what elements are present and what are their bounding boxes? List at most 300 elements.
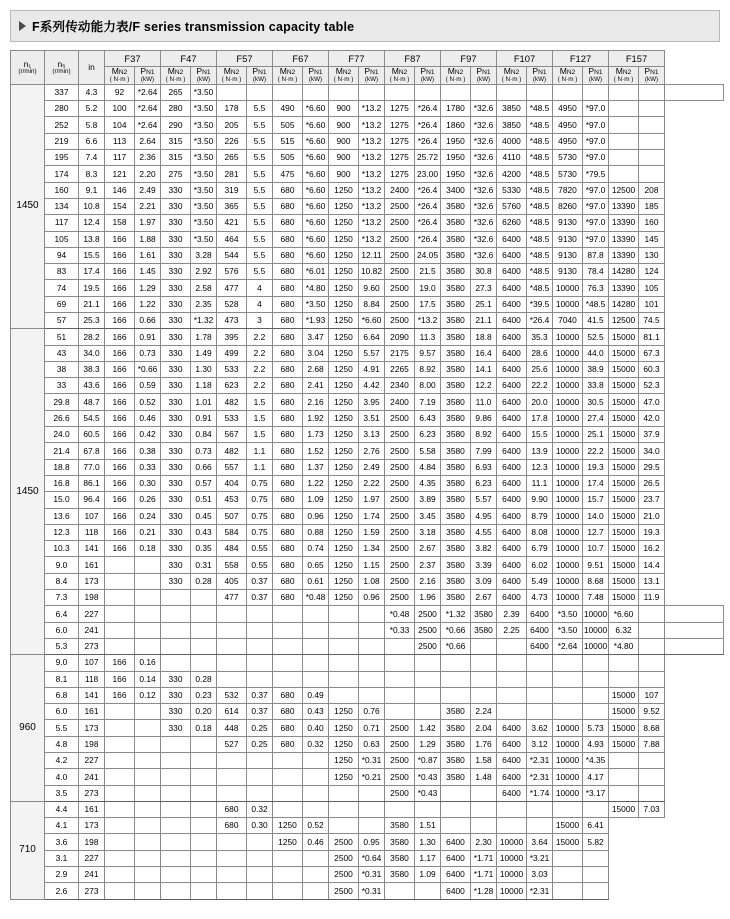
capacity-cell: 1250	[329, 459, 359, 475]
capacity-cell	[105, 818, 135, 834]
capacity-cell: 13390	[609, 280, 639, 296]
capacity-cell: 25.6	[527, 361, 553, 377]
capacity-cell: 2500	[385, 573, 415, 589]
capacity-cell: 1250	[329, 410, 359, 426]
capacity-cell	[135, 736, 161, 752]
capacity-cell: 1250	[329, 492, 359, 508]
capacity-cell	[191, 753, 217, 769]
capacity-cell: *0.43	[415, 785, 441, 801]
capacity-cell	[497, 671, 527, 687]
capacity-cell: 0.73	[191, 443, 217, 459]
capacity-cell: 464	[217, 231, 247, 247]
capacity-cell: 1.34	[359, 541, 385, 557]
capacity-cell: 24.05	[415, 247, 441, 263]
output-speed-cell: 4.1	[45, 818, 79, 834]
capacity-cell: 315	[161, 133, 191, 149]
capacity-cell	[135, 883, 161, 899]
capacity-cell: 10000	[553, 410, 583, 426]
capacity-cell: 15000	[609, 492, 639, 508]
capacity-cell: 10000	[553, 361, 583, 377]
capacity-cell	[329, 687, 359, 703]
output-speed-cell: 2.6	[45, 883, 79, 899]
capacity-cell: 10000	[553, 590, 583, 606]
ratio-cell: 25.3	[79, 312, 105, 328]
capacity-cell	[191, 785, 217, 801]
capacity-cell	[303, 671, 329, 687]
capacity-cell: 2500	[329, 850, 359, 866]
capacity-cell: 365	[217, 198, 247, 214]
table-row	[11, 508, 724, 524]
capacity-cell: 17.4	[583, 475, 609, 491]
ratio-cell: 5.8	[79, 117, 105, 133]
capacity-cell: 0.84	[191, 427, 217, 443]
capacity-cell: *48.5	[527, 166, 553, 182]
capacity-cell	[247, 785, 273, 801]
capacity-cell	[527, 84, 553, 100]
capacity-cell: *13.2	[359, 231, 385, 247]
capacity-cell: 330	[161, 410, 191, 426]
ratio-cell: 12.4	[79, 215, 105, 231]
capacity-cell: 1250	[329, 247, 359, 263]
table-row	[11, 459, 724, 475]
capacity-cell	[471, 687, 497, 703]
capacity-cell: 3.39	[471, 557, 497, 573]
capacity-cell: 6400	[497, 296, 527, 312]
capacity-cell: 33.8	[583, 378, 609, 394]
capacity-cell: 15000	[609, 541, 639, 557]
capacity-cell: 1.01	[191, 394, 217, 410]
capacity-cell: 15000	[609, 427, 639, 443]
capacity-cell: *3.50	[191, 84, 217, 100]
capacity-cell: 1.76	[471, 736, 497, 752]
table-row	[11, 394, 724, 410]
capacity-cell: 4.95	[471, 508, 497, 524]
capacity-cell: 0.37	[247, 687, 273, 703]
header-power-f97: PN1 (kW)	[471, 67, 497, 85]
capacity-cell: 1250	[329, 736, 359, 752]
capacity-cell	[385, 801, 415, 817]
capacity-cell: 330	[161, 198, 191, 214]
capacity-cell: 2.68	[303, 361, 329, 377]
table-row	[11, 769, 724, 785]
capacity-cell: 8.00	[415, 378, 441, 394]
capacity-cell: 10000	[553, 394, 583, 410]
capacity-cell: 2.39	[497, 606, 527, 622]
header-group-f57: F57	[217, 51, 273, 67]
capacity-cell: 14.4	[639, 557, 665, 573]
capacity-cell: 680	[273, 541, 303, 557]
table-row	[11, 492, 724, 508]
capacity-cell: 12.2	[471, 378, 497, 394]
table-row	[11, 541, 724, 557]
capacity-cell	[247, 655, 273, 671]
capacity-cell: 22.2	[527, 378, 553, 394]
capacity-cell	[527, 687, 553, 703]
capacity-cell: 19.3	[583, 459, 609, 475]
ratio-cell: 48.7	[79, 394, 105, 410]
output-speed-cell: 280	[45, 101, 79, 117]
capacity-cell: 680	[273, 687, 303, 703]
capacity-cell: 5.82	[583, 834, 609, 850]
capacity-cell: *6.60	[303, 133, 329, 149]
capacity-cell: 6400	[441, 867, 471, 883]
header-group-f127: F127	[553, 51, 609, 67]
header-torque-f127: MN2 ( N·m )	[553, 67, 583, 85]
table-row	[11, 443, 724, 459]
capacity-cell	[639, 622, 665, 638]
capacity-cell: 2.35	[191, 296, 217, 312]
capacity-cell: 23.00	[415, 166, 441, 182]
capacity-cell	[303, 638, 329, 654]
capacity-cell: 76.3	[583, 280, 609, 296]
ratio-cell: 6.6	[79, 133, 105, 149]
capacity-cell: 2.20	[135, 166, 161, 182]
capacity-cell	[135, 622, 161, 638]
capacity-cell: 1250	[329, 296, 359, 312]
capacity-cell: 10000	[497, 834, 527, 850]
table-row	[11, 133, 724, 149]
output-speed-cell: 4.4	[45, 801, 79, 817]
capacity-cell	[191, 655, 217, 671]
capacity-cell: 185	[639, 198, 665, 214]
capacity-cell: 2500	[385, 427, 415, 443]
capacity-cell: 5.5	[247, 215, 273, 231]
header-group-f157: F157	[609, 51, 665, 67]
capacity-cell: 1.09	[415, 867, 441, 883]
capacity-cell: 900	[329, 166, 359, 182]
capacity-cell: 680	[273, 410, 303, 426]
capacity-cell	[359, 687, 385, 703]
capacity-cell: 0.26	[135, 492, 161, 508]
capacity-cell	[609, 101, 639, 117]
capacity-cell: 9.90	[527, 492, 553, 508]
capacity-cell: 2.16	[415, 573, 441, 589]
capacity-cell: 7.19	[415, 394, 441, 410]
capacity-cell: 680	[273, 475, 303, 491]
table-header-sub-row	[11, 67, 724, 85]
capacity-cell: 1.5	[247, 394, 273, 410]
capacity-cell	[639, 84, 665, 100]
output-speed-cell: 51	[45, 329, 79, 345]
capacity-cell: 330	[161, 508, 191, 524]
capacity-cell	[217, 655, 247, 671]
capacity-cell	[273, 606, 303, 622]
capacity-cell	[135, 753, 161, 769]
capacity-cell	[553, 867, 583, 883]
capacity-cell: 158	[105, 215, 135, 231]
capacity-cell: 680	[273, 312, 303, 328]
capacity-cell: 1.42	[415, 720, 441, 736]
capacity-cell	[217, 883, 247, 899]
capacity-cell: 2500	[385, 492, 415, 508]
capacity-cell: 6.23	[471, 475, 497, 491]
capacity-cell	[303, 769, 329, 785]
capacity-cell: 280	[161, 101, 191, 117]
output-speed-cell: 13.6	[45, 508, 79, 524]
capacity-cell: 42.0	[639, 410, 665, 426]
capacity-cell: 7.99	[471, 443, 497, 459]
capacity-cell	[191, 606, 217, 622]
capacity-cell: *13.2	[359, 198, 385, 214]
header-torque-f37: MN2 ( N·m )	[105, 67, 135, 85]
capacity-cell: 3.89	[415, 492, 441, 508]
capacity-cell	[161, 769, 191, 785]
capacity-cell	[247, 850, 273, 866]
capacity-cell	[273, 801, 303, 817]
capacity-cell: 680	[273, 394, 303, 410]
header-ns: n₅ (r/min)	[45, 51, 79, 85]
output-speed-cell: 74	[45, 280, 79, 296]
capacity-cell: *3.50	[191, 198, 217, 214]
capacity-cell	[415, 687, 441, 703]
capacity-cell: *3.50	[191, 215, 217, 231]
table-row	[11, 573, 724, 589]
capacity-cell	[303, 850, 329, 866]
capacity-cell: 1.78	[191, 329, 217, 345]
capacity-cell: 6400	[497, 427, 527, 443]
capacity-cell: 19.0	[415, 280, 441, 296]
capacity-cell: 4.55	[471, 524, 497, 540]
capacity-cell: 0.45	[191, 508, 217, 524]
capacity-cell	[105, 704, 135, 720]
table-row	[11, 312, 724, 328]
capacity-cell	[609, 150, 639, 166]
capacity-cell	[441, 687, 471, 703]
header-torque-f77: MN2 ( N·m )	[329, 67, 359, 85]
table-row	[11, 850, 724, 866]
capacity-cell: 2500	[329, 883, 359, 899]
capacity-cell: 1.45	[135, 264, 161, 280]
capacity-cell: 2500	[385, 443, 415, 459]
capacity-cell: 124	[639, 264, 665, 280]
capacity-cell: 623	[217, 378, 247, 394]
capacity-cell: 3580	[441, 557, 471, 573]
capacity-cell	[247, 769, 273, 785]
capacity-cell: 2500	[385, 720, 415, 736]
capacity-cell: 13390	[609, 231, 639, 247]
capacity-cell: 11.1	[527, 475, 553, 491]
ratio-cell: 107	[79, 508, 105, 524]
capacity-cell: 1250	[329, 557, 359, 573]
capacity-cell: *3.50	[191, 182, 217, 198]
capacity-cell: 3580	[441, 753, 471, 769]
capacity-cell: 166	[105, 427, 135, 443]
capacity-cell	[217, 638, 247, 654]
capacity-cell: 330	[161, 427, 191, 443]
capacity-cell: 3.03	[527, 867, 553, 883]
capacity-cell: 29.5	[639, 459, 665, 475]
capacity-cell: 3580	[441, 215, 471, 231]
capacity-cell: 448	[217, 720, 247, 736]
capacity-cell: 10000	[553, 378, 583, 394]
header-power-f87: PN1 (kW)	[415, 67, 441, 85]
capacity-cell: 2500	[385, 410, 415, 426]
capacity-cell: 5.5	[247, 231, 273, 247]
capacity-cell: *26.4	[415, 133, 441, 149]
capacity-cell: 3580	[441, 410, 471, 426]
capacity-cell: *97.0	[583, 150, 609, 166]
capacity-cell	[329, 785, 359, 801]
capacity-cell	[105, 883, 135, 899]
capacity-cell: 1.1	[247, 459, 273, 475]
capacity-cell: 6400	[497, 720, 527, 736]
capacity-cell: 34.0	[639, 443, 665, 459]
table-row	[11, 150, 724, 166]
output-speed-cell: 160	[45, 182, 79, 198]
capacity-cell: *2.64	[135, 101, 161, 117]
capacity-cell: 1950	[441, 133, 471, 149]
capacity-cell: 14.0	[583, 508, 609, 524]
capacity-cell: 275	[161, 166, 191, 182]
capacity-cell: *32.6	[471, 150, 497, 166]
ratio-cell: 241	[79, 622, 105, 638]
capacity-cell: 145	[639, 231, 665, 247]
output-speed-cell: 83	[45, 264, 79, 280]
capacity-cell: *0.43	[415, 769, 441, 785]
capacity-cell: 15000	[609, 801, 639, 817]
capacity-cell	[415, 84, 441, 100]
capacity-cell	[273, 655, 303, 671]
input-speed-value: 960	[11, 655, 45, 802]
capacity-cell: 1250	[329, 215, 359, 231]
capacity-cell: 15000	[609, 345, 639, 361]
capacity-cell: *6.60	[303, 182, 329, 198]
capacity-cell: 1250	[329, 443, 359, 459]
capacity-cell: 405	[217, 573, 247, 589]
capacity-cell: 2500	[415, 606, 441, 622]
capacity-cell	[497, 655, 527, 671]
capacity-cell: 10000	[553, 427, 583, 443]
capacity-cell: 0.32	[247, 801, 273, 817]
capacity-cell: *32.6	[471, 198, 497, 214]
capacity-cell: *32.6	[471, 215, 497, 231]
capacity-cell: 1250	[329, 704, 359, 720]
capacity-cell	[359, 638, 385, 654]
capacity-cell: 330	[161, 378, 191, 394]
capacity-cell: 1.59	[359, 524, 385, 540]
capacity-cell: *32.6	[471, 117, 497, 133]
capacity-cell: *32.6	[471, 231, 497, 247]
capacity-cell: 208	[639, 182, 665, 198]
capacity-cell: *0.33	[385, 622, 415, 638]
capacity-cell	[359, 655, 385, 671]
capacity-cell: 5.5	[247, 150, 273, 166]
capacity-cell	[415, 671, 441, 687]
capacity-cell	[583, 867, 609, 883]
capacity-cell	[527, 704, 553, 720]
capacity-cell: 0.32	[303, 736, 329, 752]
capacity-cell	[329, 801, 359, 817]
capacity-cell: 2.24	[471, 704, 497, 720]
capacity-cell: *32.6	[471, 133, 497, 149]
capacity-cell: 3580	[441, 459, 471, 475]
capacity-cell: 330	[161, 704, 191, 720]
capacity-cell: 28.6	[527, 345, 553, 361]
capacity-cell	[191, 590, 217, 606]
capacity-cell: 6400	[497, 410, 527, 426]
capacity-cell: 680	[273, 378, 303, 394]
capacity-cell: 6400	[497, 769, 527, 785]
capacity-cell: 9.60	[359, 280, 385, 296]
capacity-cell	[415, 704, 441, 720]
capacity-cell: 5.58	[415, 443, 441, 459]
capacity-cell: 6400	[497, 378, 527, 394]
capacity-cell: 0.71	[359, 720, 385, 736]
capacity-cell: 13390	[609, 198, 639, 214]
ratio-cell: 241	[79, 867, 105, 883]
capacity-cell	[609, 753, 639, 769]
capacity-cell: 121	[105, 166, 135, 182]
capacity-cell	[105, 573, 135, 589]
table-row	[11, 818, 724, 834]
capacity-cell	[217, 850, 247, 866]
capacity-cell: 5330	[497, 182, 527, 198]
capacity-cell	[273, 622, 303, 638]
capacity-cell: *26.4	[415, 215, 441, 231]
capacity-cell: 7.03	[639, 801, 665, 817]
capacity-cell: 166	[105, 361, 135, 377]
capacity-cell	[385, 687, 415, 703]
capacity-cell: 166	[105, 443, 135, 459]
capacity-cell: 5.5	[247, 101, 273, 117]
capacity-cell: 1.88	[135, 231, 161, 247]
capacity-cell: 0.14	[135, 671, 161, 687]
ratio-cell: 273	[79, 785, 105, 801]
capacity-cell: 1275	[385, 150, 415, 166]
capacity-cell	[191, 622, 217, 638]
capacity-cell: 6400	[497, 264, 527, 280]
capacity-cell: 2.21	[135, 198, 161, 214]
capacity-cell: 3580	[441, 329, 471, 345]
capacity-cell: 6400	[441, 850, 471, 866]
ratio-cell: 107	[79, 655, 105, 671]
capacity-cell: *48.5	[527, 280, 553, 296]
capacity-cell: 3580	[441, 378, 471, 394]
capacity-cell	[639, 166, 665, 182]
header-torque-f47: MN2 ( N·m )	[161, 67, 191, 85]
capacity-cell: 2400	[385, 182, 415, 198]
ratio-cell: 7.4	[79, 150, 105, 166]
capacity-cell: 680	[273, 573, 303, 589]
capacity-cell	[105, 557, 135, 573]
capacity-cell	[583, 704, 609, 720]
capacity-cell: *2.64	[135, 84, 161, 100]
capacity-cell: 0.52	[135, 394, 161, 410]
capacity-cell: 12.11	[359, 247, 385, 263]
output-speed-cell: 5.3	[45, 638, 79, 654]
capacity-cell: 166	[105, 655, 135, 671]
capacity-cell	[329, 606, 359, 622]
capacity-cell: 330	[161, 459, 191, 475]
ratio-cell: 227	[79, 606, 105, 622]
capacity-cell: *48.5	[527, 198, 553, 214]
capacity-cell	[273, 769, 303, 785]
capacity-cell	[497, 801, 527, 817]
capacity-cell: 330	[161, 720, 191, 736]
capacity-cell: 0.57	[191, 475, 217, 491]
capacity-cell: 2400	[385, 394, 415, 410]
capacity-cell: 3580	[385, 867, 415, 883]
capacity-cell: 1.61	[135, 247, 161, 263]
capacity-cell: 6400	[497, 508, 527, 524]
capacity-cell: 2.2	[247, 378, 273, 394]
capacity-cell: 166	[105, 541, 135, 557]
capacity-cell: 166	[105, 247, 135, 263]
capacity-cell: 1780	[441, 101, 471, 117]
capacity-cell: 4950	[553, 117, 583, 133]
capacity-cell: *97.0	[583, 101, 609, 117]
ratio-cell: 34.0	[79, 345, 105, 361]
